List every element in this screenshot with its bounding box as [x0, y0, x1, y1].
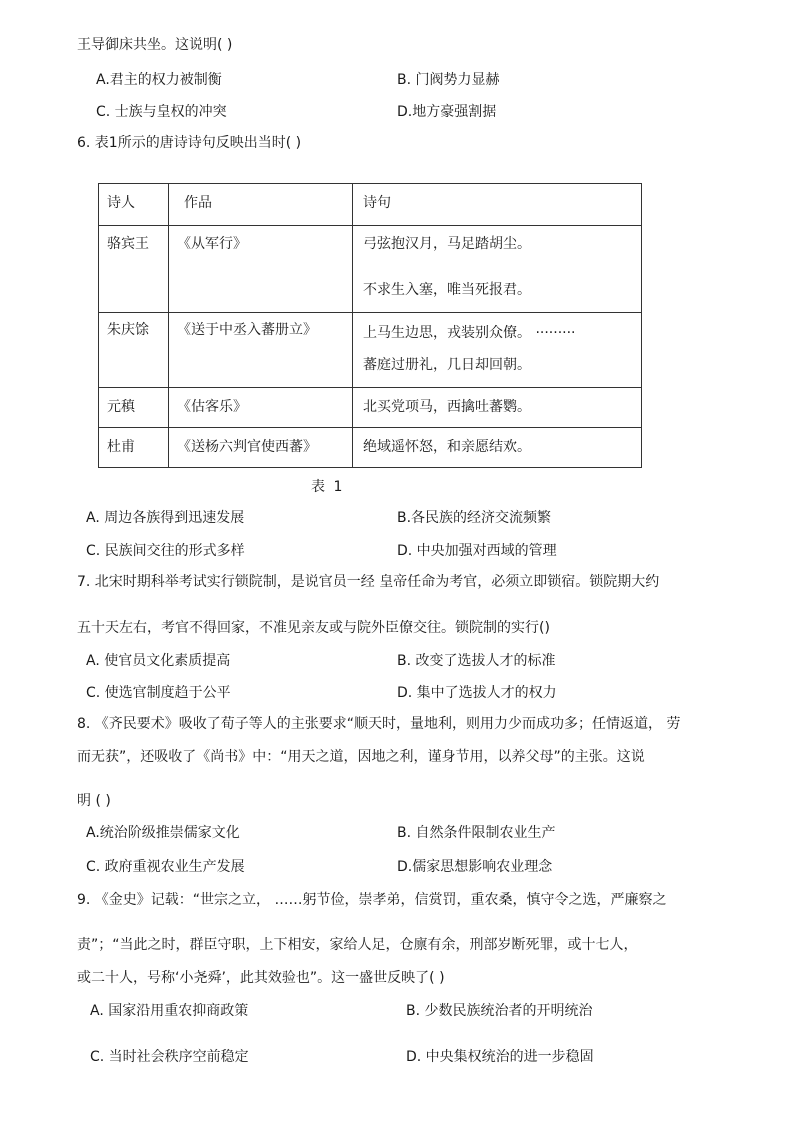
poem-table [98, 183, 642, 468]
work-cell: 《送杨六判官使西蕃》 [177, 439, 317, 455]
verse-line-1: 绝域遥怀怒，和亲愿结欢。 [363, 439, 531, 455]
poet-cell: 杜甫 [107, 439, 135, 455]
table-caption: 表 1 [311, 479, 345, 495]
poet-cell: 骆宾王 [107, 236, 149, 252]
q5-option-d[interactable]: D.地方豪强割据 [397, 104, 497, 120]
q9-stem-line-1: 9. 《金史》记载：“世宗之立， ……躬节俭，崇孝弟，信赏罚，重农桑，慎守令之选，严廉察之 [77, 892, 667, 908]
q7-option-b[interactable]: B. 改变了选拔人才的标准 [397, 653, 556, 669]
q8-option-a[interactable]: A.统治阶级推崇儒家文化 [86, 825, 240, 841]
q6-option-d[interactable]: D. 中央加强对西域的管理 [397, 543, 557, 559]
q9-option-d[interactable]: D. 中央集权统治的进一步稳固 [406, 1049, 594, 1065]
q8-stem-line-2: 而无获”，还吸收了《尚书》中：“用天之道，因地之利，谨身节用，以养父母”的主张。这说 [77, 749, 645, 765]
q9-stem-line-3: 或二十人，号称‘小尧舜’，此其效验也”。这一盛世反映了( ) [77, 970, 445, 986]
q7-option-c[interactable]: C. 使选官制度趋于公平 [86, 685, 231, 701]
work-cell: 《估客乐》 [177, 399, 247, 415]
poet-cell: 朱庆馀 [107, 322, 149, 338]
q9-stem-line-2: 责”；“当此之时，群臣守职，上下相安，家给人足，仓廪有余，刑部岁断死罪，或十七人， [77, 937, 638, 953]
verse-line-2: 蕃庭过册礼，几日却回朝。 [363, 357, 531, 373]
q5-option-c[interactable]: C. 士族与皇权的冲突 [96, 104, 227, 120]
q6-option-a[interactable]: A. 周边各族得到迅速发展 [86, 510, 245, 526]
q6-option-b[interactable]: B.各民族的经济交流频繁 [397, 510, 552, 526]
q8-option-d[interactable]: D.儒家思想影响农业理念 [397, 859, 553, 875]
header-poet: 诗人 [107, 195, 135, 211]
q8-option-c[interactable]: C. 政府重视农业生产发展 [86, 859, 245, 875]
poet-cell: 元稹 [107, 399, 135, 415]
q5-option-b[interactable]: B. 门阀势力显赫 [397, 72, 500, 88]
table-row [99, 388, 642, 428]
q8-option-b[interactable]: B. 自然条件限制农业生产 [397, 825, 556, 841]
verse-line-1: 弓弦抱汉月，马足踏胡尘。 [363, 236, 531, 252]
q7-stem-line-1: 7. 北宋时期科举考试实行锁院制，是说官员一经 皇帝任命为考官，必须立即锁宿。锁院期大约 [77, 574, 660, 590]
q5-stem-cont: 王导御床共坐。这说明( ) [77, 37, 233, 53]
q6-option-c[interactable]: C. 民族间交往的形式多样 [86, 543, 245, 559]
work-cell: 《从军行》 [177, 236, 247, 252]
table-row [99, 313, 642, 388]
table-row [99, 428, 642, 468]
q7-option-d[interactable]: D. 集中了选拔人才的权力 [397, 685, 557, 701]
q7-stem-line-2: 五十天左右，考官不得回家，不准见亲友或与院外臣僚交往。锁院制的实行() [77, 620, 550, 636]
q7-option-a[interactable]: A. 使官员文化素质提高 [86, 653, 231, 669]
table-header-row [99, 184, 642, 226]
table-row [99, 226, 642, 313]
verse-line-1: 北买党项马，西擒吐蕃鹦。 [363, 399, 531, 415]
work-cell: 《送于中丞入蕃册立》 [177, 322, 317, 338]
q5-option-a[interactable]: A.君主的权力被制衡 [96, 72, 222, 88]
verse-line-2: 不求生入塞，唯当死报君。 [363, 282, 531, 298]
header-verse: 诗句 [363, 195, 391, 211]
q9-option-c[interactable]: C. 当时社会秩序空前稳定 [90, 1049, 249, 1065]
q6-stem: 6. 表1所示的唐诗诗句反映出当时( ) [77, 135, 302, 151]
q9-option-a[interactable]: A. 国家沿用重农抑商政策 [90, 1003, 249, 1019]
q8-stem-line-1: 8. 《齐民要术》吸收了荀子等人的主张要求“顺天时，量地利，则用力少而成功多；任情返道， 劳 [77, 716, 681, 732]
verse-line-1: 上马生边思，戎装别众僚。 ········· [363, 325, 576, 341]
header-work: 作品 [184, 195, 212, 211]
q9-option-b[interactable]: B. 少数民族统治者的开明统治 [406, 1003, 593, 1019]
q8-stem-line-3: 明 ( ) [77, 793, 111, 809]
